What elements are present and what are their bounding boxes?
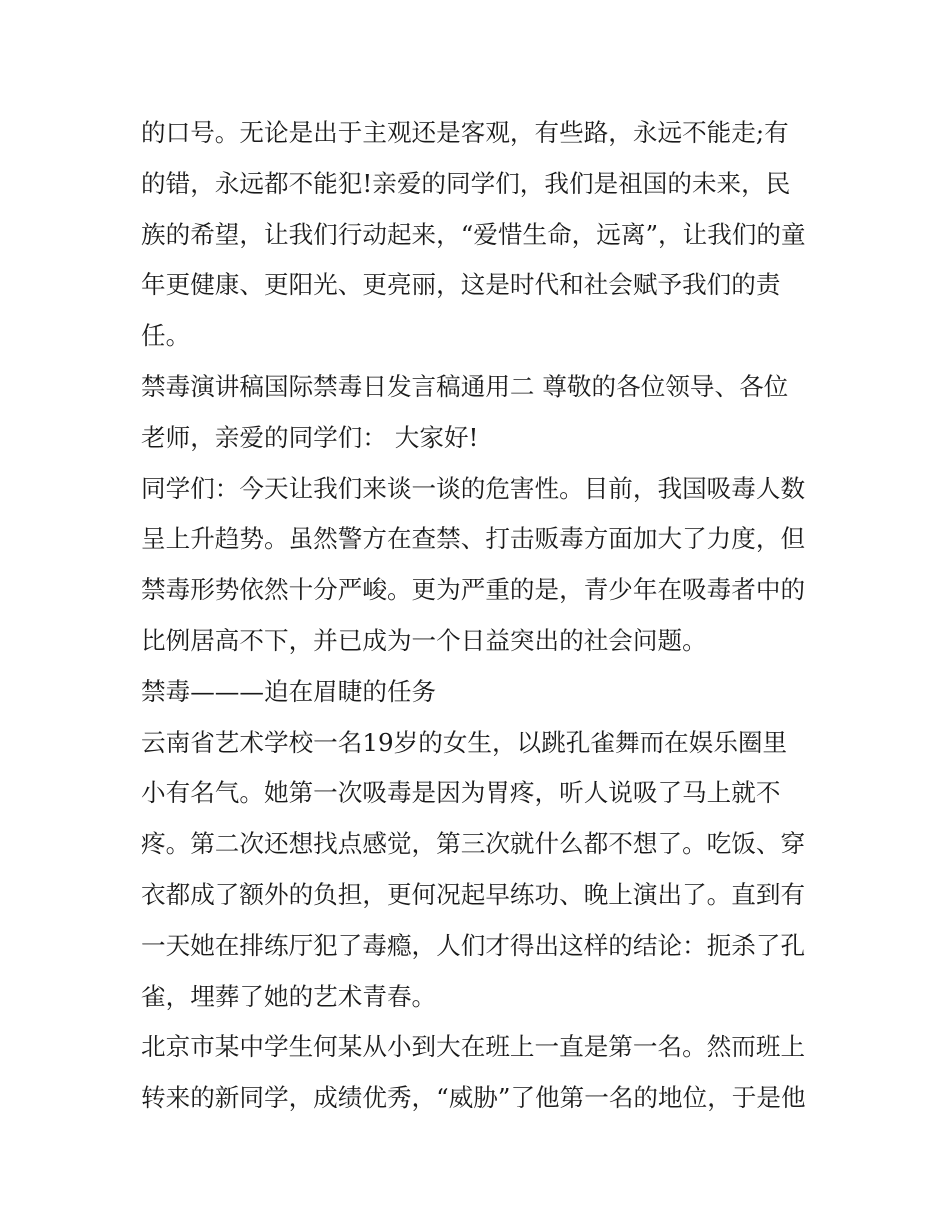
text-line: 族的希望，让我们行动起来，“爱惜生命，远离”，让我们的童 [141,219,806,249]
text-line: 北京市某中学生何某从小到大在班上一直是第一名。然而班上 [141,1032,806,1062]
text-line: 禁毒形势依然十分严峻。更为严重的是，青少年在吸毒者中的 [141,575,806,605]
text-line: 衣都成了额外的负担，更何况起早练功、晚上演出了。直到有 [141,879,806,909]
text-line: 一天她在排练厅犯了毒瘾，人们才得出这样的结论：扼杀了孔 [141,930,806,960]
text-line: 同学们：今天让我们来谈一谈的危害性。目前，我国吸毒人数 [141,473,806,503]
text-line: 禁毒演讲稿国际禁毒日发言稿通用二 尊敬的各位领导、各位 [141,371,789,401]
text-line: 任。 [141,321,191,351]
text-line: 的错，永远都不能犯!亲爱的同学们，我们是祖国的未来，民 [141,168,791,198]
text-line: 呈上升趋势。虽然警方在查禁、打击贩毒方面加大了力度，但 [141,524,806,554]
text-line: 疼。第二次还想找点感觉，第三次就什么都不想了。吃饭、穿 [141,829,806,859]
text-line: 年更健康、更阳光、更亮丽，这是时代和社会赋予我们的责 [141,270,781,300]
text-line: 的口号。无论是出于主观还是客观，有些路，永远不能走;有 [141,118,789,147]
text-line: 小有名气。她第一次吸毒是因为胃疼，听人说吸了马上就不 [141,778,781,808]
text-line: 雀，埋葬了她的艺术青春。 [141,981,437,1011]
text-line: 云南省艺术学校一名19岁的女生，以跳孔雀舞而在娱乐圈里 [141,727,788,757]
text-line: 转来的新同学，成绩优秀，“威胁”了他第一名的地位，于是他 [141,1083,806,1113]
section-heading: 禁毒———迫在眉睫的任务 [141,676,437,706]
text-line: 老师，亲爱的同学们： 大家好! [141,422,479,452]
body-text [141,108,813,1124]
text-line: 比例居高不下，并已成为一个日益突出的社会问题。 [141,625,707,655]
